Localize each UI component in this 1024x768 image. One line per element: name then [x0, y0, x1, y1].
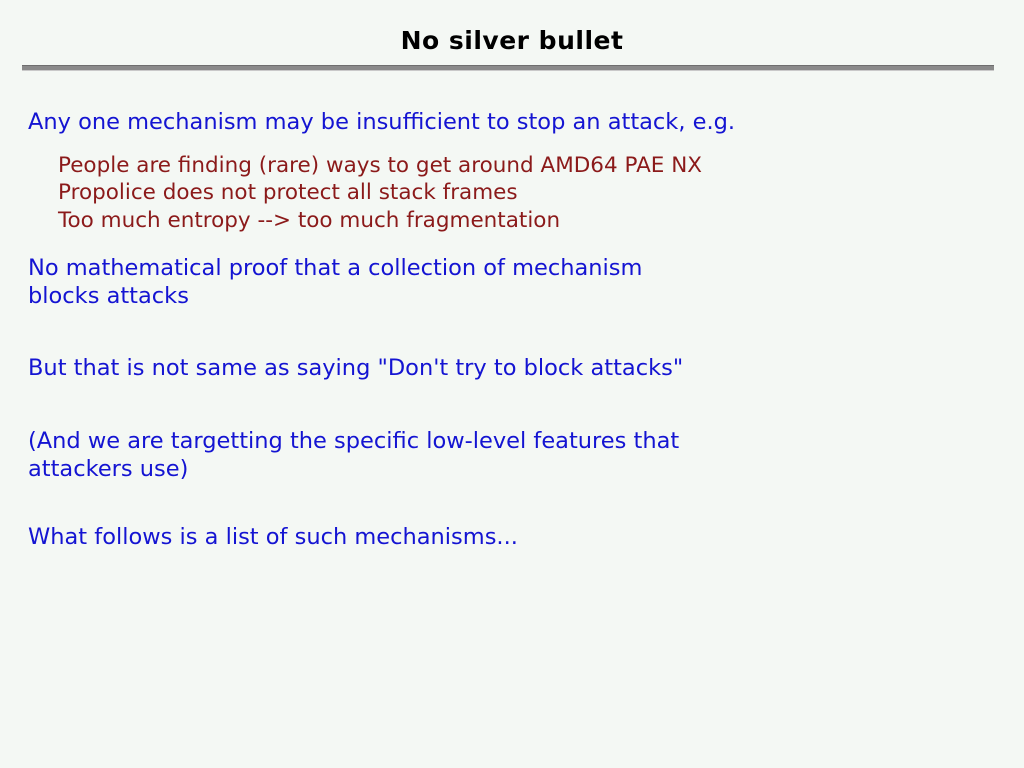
- lead-statement: Any one mechanism may be insufficient to stop an attack, e.g.: [28, 109, 736, 135]
- slide-body: [28, 108, 988, 552]
- paragraph-targetting: [28, 427, 988, 484]
- spacer: [28, 483, 988, 523]
- paragraph-line: blocks attacks: [28, 282, 189, 309]
- page-title: No silver bullet: [400, 26, 624, 55]
- list-item: People are finding (rare) ways to get around AMD64 PAE NX: [58, 153, 703, 179]
- spacer: [28, 383, 988, 427]
- paragraph-not-same: [28, 354, 988, 382]
- paragraph-line: What follows is a list of such mechanisms...: [28, 524, 518, 551]
- paragraph-line: No mathematical proof that a collection of mechanism: [28, 254, 643, 281]
- paragraph-what-follows: [28, 523, 988, 551]
- sub-point-list: [58, 152, 988, 233]
- list-item: Too much entropy --> too much fragmentation: [58, 207, 561, 233]
- paragraph-line: (And we are targetting the specific low-level features that: [28, 427, 680, 454]
- paragraph-line: attackers use): [28, 455, 189, 482]
- spacer: [28, 310, 988, 354]
- title-divider: [22, 65, 994, 71]
- list-item: Propolice does not protect all stack frames: [58, 180, 518, 206]
- paragraph-no-proof: [28, 254, 988, 311]
- paragraph-line: But that is not same as saying "Don't try to block attacks": [28, 355, 684, 382]
